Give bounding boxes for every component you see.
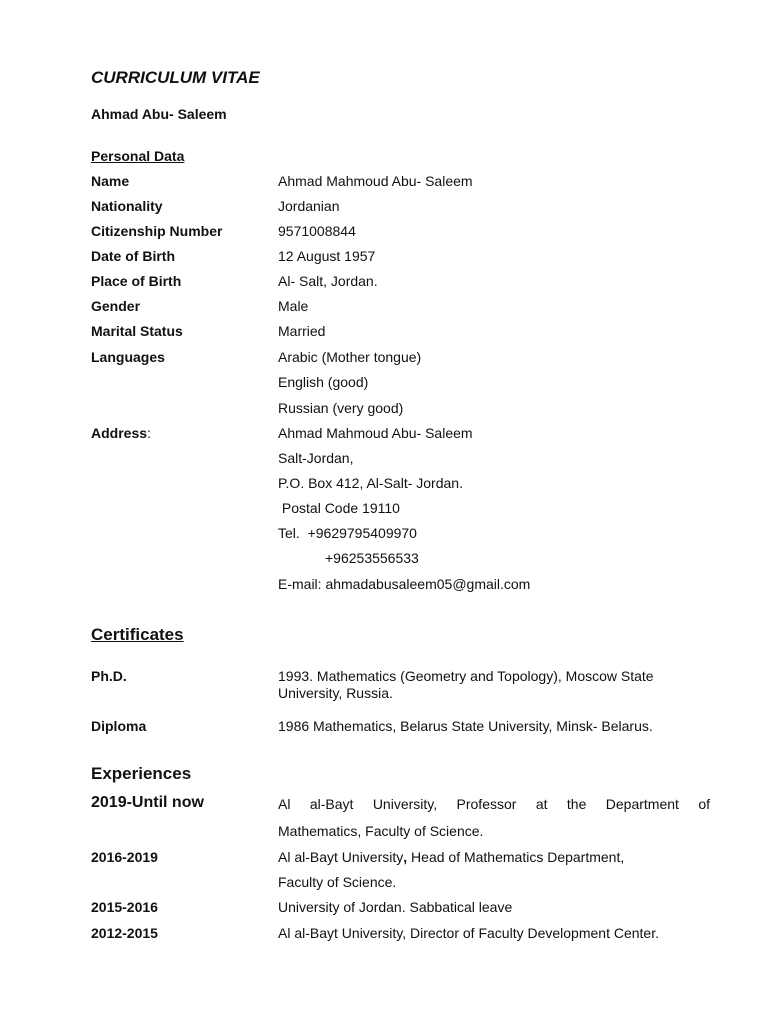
experience-detail: Mathematics, Faculty of Science. (278, 823, 484, 839)
postal-code: Postal Code 19110 (278, 500, 400, 516)
word: Al (278, 796, 291, 812)
place-of-birth-label: Place of Birth (91, 273, 182, 289)
telephone-line: Tel. +9629795409970 (278, 525, 417, 541)
language-item: English (good) (278, 374, 369, 390)
marital-status-value: Married (278, 323, 326, 339)
marital-status-label: Marital Status (91, 323, 183, 339)
role: Head of Mathematics Department, (407, 849, 625, 865)
address-line: Salt-Jordan, (278, 450, 354, 466)
experience-detail (278, 849, 624, 865)
email-line: E-mail: ahmadabusaleem05@gmail.com (278, 576, 531, 592)
gender-label: Gender (91, 298, 141, 314)
languages-label: Languages (91, 349, 165, 365)
document-title: CURRICULUM VITAE (91, 68, 260, 87)
nationality-label: Nationality (91, 198, 163, 214)
experience-detail: Al al-Bayt University, Director of Faculty Development Center. (278, 925, 659, 941)
name-label: Name (91, 173, 130, 189)
citizenship-number-label: Citizenship Number (91, 223, 223, 239)
address-label-text: Address (91, 425, 148, 441)
name-value: Ahmad Mahmoud Abu- Saleem (278, 173, 473, 189)
employer: Al al-Bayt University (278, 849, 404, 865)
word: al-Bayt (309, 796, 354, 812)
experience-detail: Faculty of Science. (278, 874, 397, 890)
phd-value: 1993. Mathematics (Geometry and Topology), Moscow State University, Russia. (278, 668, 654, 701)
diploma-label: Diploma (91, 718, 147, 734)
word: at (535, 796, 548, 812)
language-item: Russian (very good) (278, 400, 404, 416)
word: Department (605, 796, 679, 812)
language-item: Arabic (Mother tongue) (278, 349, 422, 365)
place-of-birth-value: Al- Salt, Jordan. (278, 273, 378, 289)
diploma-value: 1986 Mathematics, Belarus State University, Minsk- Belarus. (278, 718, 653, 734)
experience-line-justified (278, 796, 710, 812)
experiences-heading: Experiences (91, 764, 192, 783)
nationality-value: Jordanian (278, 198, 340, 214)
experience-period: 2012-2015 (91, 925, 158, 941)
word: of (698, 796, 710, 812)
comma: , (403, 849, 408, 865)
word: Professor (456, 796, 517, 812)
address-line: P.O. Box 412, Al-Salt- Jordan. (278, 475, 463, 491)
certificates-heading: Certificates (91, 625, 184, 644)
phd-label: Ph.D. (91, 668, 127, 684)
word: University, (372, 796, 438, 812)
experience-period: 2019-Until now (91, 794, 204, 811)
gender-value: Male (278, 298, 309, 314)
address-line: Ahmad Mahmoud Abu- Saleem (278, 425, 473, 441)
date-of-birth-label: Date of Birth (91, 248, 175, 264)
address-colon: : (147, 425, 151, 441)
citizenship-number-value: 9571008844 (278, 223, 356, 239)
date-of-birth-value: 12 August 1957 (278, 248, 376, 264)
experience-period: 2015-2016 (91, 899, 158, 915)
address-label (91, 425, 151, 441)
experience-period: 2016-2019 (91, 849, 158, 865)
telephone-line-2: +96253556533 (325, 550, 419, 566)
experience-detail: University of Jordan. Sabbatical leave (278, 899, 513, 915)
word: the (566, 796, 587, 812)
author-name: Ahmad Abu- Saleem (91, 106, 227, 122)
personal-data-heading: Personal Data (91, 148, 185, 164)
